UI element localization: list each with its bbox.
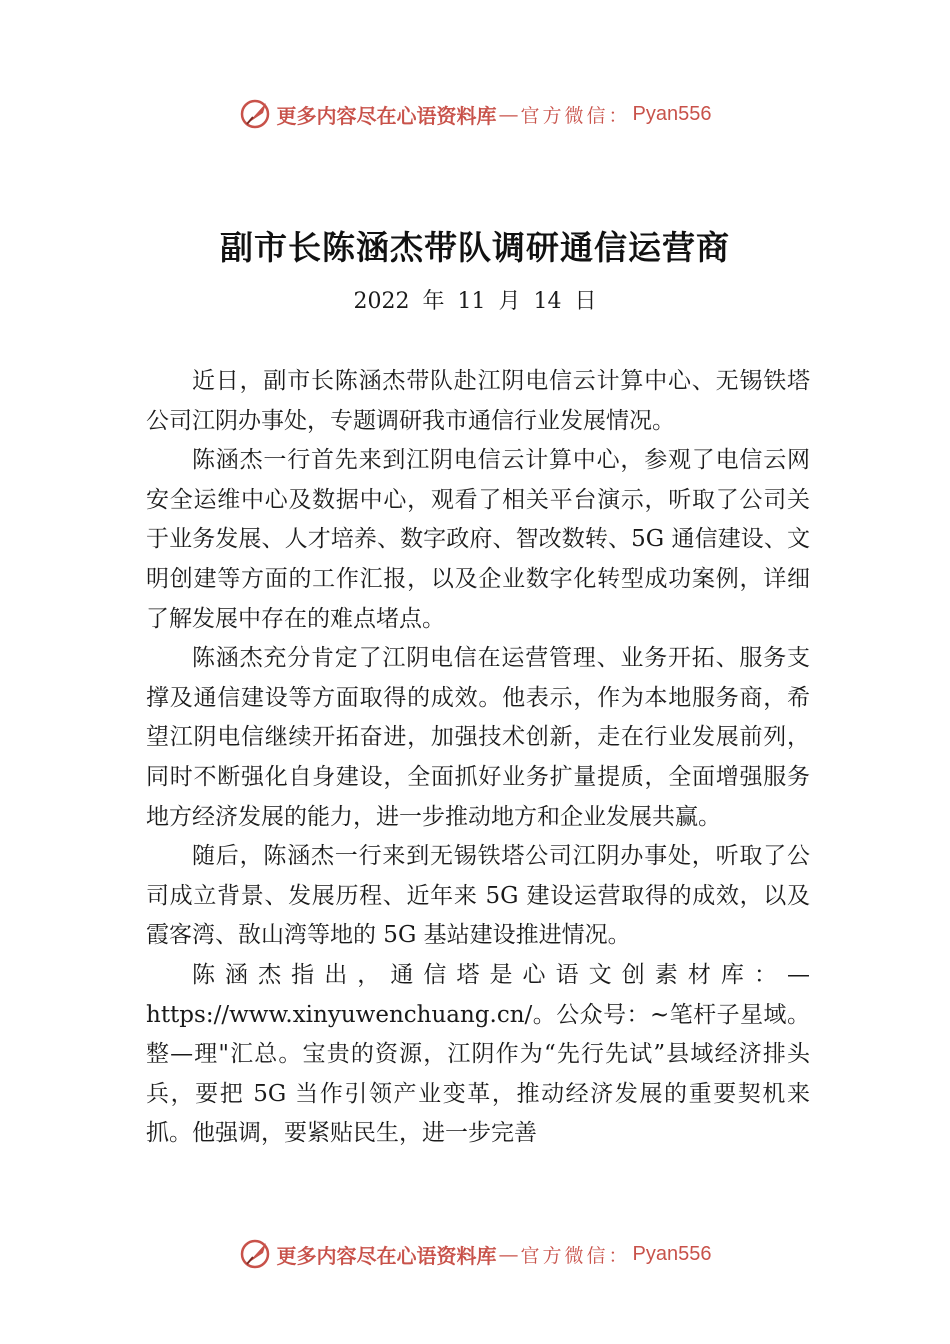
paragraph: 陈涵杰一行首先来到江阴电信云计算中心，参观了电信云网安全运维中心及数据中心，观看了相关平台演示，听取了公司关于业务发展、人才培养、数字政府、智改数转、5G 通信建设、文明创建等方面的工作汇报，以及企业数字化转型成功案例，详细了解发展中存在的难点堵点。 [146,447,810,632]
paragraph: 近日，副市长陈涵杰带队赴江阴电信云计算中心、无锡铁塔公司江阴办事处，专题调研我市通信行业发展情况。 [146,368,810,434]
quill-logo-icon [239,97,273,131]
footer-watermark [0,1234,950,1274]
watermark-dash: — [498,102,519,126]
watermark-wechat-id: Pyan556 [632,1242,712,1265]
quill-logo-icon [239,1237,273,1271]
paragraph: 随后，陈涵杰一行来到无锡铁塔公司江阴办事处，听取了公司成立背景、发展历程、近年来 5G 建设运营取得的成效，以及霞客湾、敔山湾等地的 5G 基站建设推进情况。 [146,843,810,949]
watermark-dash: — [498,1242,519,1266]
header-watermark [0,94,950,134]
article-body [146,362,810,1154]
watermark-brand: 更多内容尽在心语资料库 [276,103,497,128]
article-date: 2022 年 11 月 14 日 [353,289,597,314]
watermark-official-label: 官方微信： [520,1244,631,1267]
watermark-wechat-id: Pyan556 [632,102,712,125]
paragraph: 陈涵杰充分肯定了江阴电信在运营管理、业务开拓、服务支撑及通信建设等方面取得的成效。他表示，作为本地服务商，希望江阴电信继续开拓奋进，加强技术创新，走在行业发展前列，同时不断强化自身建设，全面抓好业务扩量提质，全面增强服务地方经济发展的能力，进一步推动地方和企业发展共赢。 [146,645,810,830]
watermark-official-label: 官方微信： [520,104,631,127]
paragraph: 陈涵杰指出，通信塔是心语文创素材库：—https://www.xinyuwenchuang.cn/。公众号：~笔杆子星域。整—理"汇总。宝贵的资源，江阴作为“先行先试”县域经济排头兵，要把 5G 当作引领产业变革，推动经济发展的重要契机来抓。他强调，要紧贴民生，进一步完善 [146,961,810,1147]
article-title: 副市长陈涵杰带队调研通信运营商 [220,228,730,267]
watermark-brand: 更多内容尽在心语资料库 [276,1243,497,1268]
